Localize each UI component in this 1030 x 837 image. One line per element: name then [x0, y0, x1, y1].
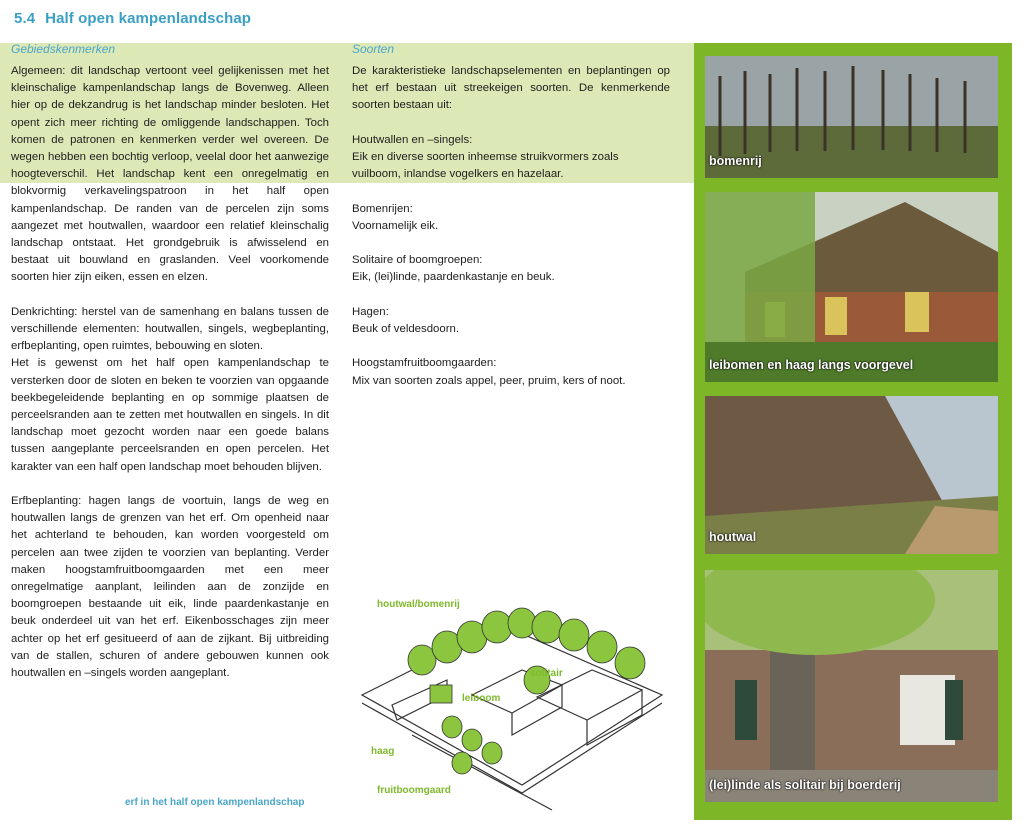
photo-linde-image [705, 570, 998, 802]
solitaire-text: Eik, (lei)linde, paardenkastanje en beuk. [352, 271, 555, 284]
farmyard-sketch [352, 585, 682, 815]
caption-bomenrij: bomenrij [709, 154, 762, 168]
caption-linde: (lei)linde als solitair bij boerderij [709, 778, 901, 792]
paragraph-erfbeplanting: Erfbeplanting: hagen langs de voortuin, langs de weg en houtwallen langs de grenzen van het erf. Om openheid naar het achterland te behouden, kan worden voorgesteld om percelen aan twee zijden te voorzien van beplanting. Verder maken hoogstamfruitboomgaarden met een meer onregelmatige aanplant, leilinden aan de zonzijde en boomgroepen bestaande uit eik, linde paardenkastanje en beuk onderdeel uit van het erf. Eikenbosschages zijn meer achter op het erf gesitueerd of aan de zijkant. Bij uitbreiding van de stallen, schuren of andere gebouwen kunnen ook houtwallen en –singels worden aangeplant. [11, 495, 329, 680]
houtwallen-title: Houtwallen en –singels: [352, 133, 473, 146]
paragraph-algemeen: Algemeen: dit landschap vertoont veel gelijkenissen met het kleinschalige kampenlandschap langs de Bovenweg. Alleen hier op de dekzandrug is het landschap minder besloten. Het opent zich meer richting de omliggende landschappen. Toch komen de patronen en kenmerken verder wel overeen. De wegen hebben een bochtig verloop, veelal door het aanwezige hoogteverschil. Het landschap kent een onregelmatig en blokvormig verkavelingspatroon in het half open kampenlandschap. De randen van de percelen zijn soms aangezet met houtwallen, waardoor een relatief kleinschalig landschap ontstaat. Het grondgebruik is afwisselend en bestaat uit bouwland en graslanden. Veel voorkomende soorten hier zijn eiken, essen en elzen. [11, 65, 329, 284]
page-title [14, 10, 251, 27]
houtwallen-text: Eik en diverse soorten inheemse struikvormers zoals vuilboom, inlandse vogelkers en hazelaar. [352, 151, 619, 181]
middle-subheading: Soorten [352, 42, 395, 56]
paragraph-denkrichting: Denkrichting: herstel van de samenhang en balans tussen de verschillende elementen: houtwallen, singels, wegbeplanting, erfbeplanting, open ruimtes, bebouwing en sloten. [11, 305, 329, 353]
caption-leibomen: leibomen en haag langs voorgevel [709, 358, 914, 372]
section-number: 5.4 [14, 10, 36, 27]
paragraph-versterken: Het is gewenst om het half open kampenlandschap te versterken door de sloten en beken te voorzien van opgaande beekbegeleidende beplanting en op sommige plaatsen de perceelsranden aan te zetten met houtwallen en singels. In dit landschap moet gezocht worden naar een goede balans tussen aangeplante perceelsranden en open percelen. Het karakter van een half open landschap moet behouden blijven. [11, 357, 329, 473]
label-solitair: solitair [530, 668, 563, 679]
soorten-intro: De karakteristieke landschapselementen en beplantingen op het erf bestaan uit streekeigen soorten. De kenmerkende soorten bestaan uit: [352, 65, 670, 112]
left-subheading: Gebiedskenmerken [11, 42, 116, 56]
label-fruitboomgaard: fruitboomgaard [377, 785, 451, 796]
label-leiboom: leiboom [462, 693, 501, 704]
sketch-drawing [352, 585, 682, 815]
photo-linde [705, 570, 998, 802]
hagen-title: Hagen: [352, 305, 389, 318]
label-haag: haag [371, 746, 395, 757]
caption-houtwal: houtwal [709, 530, 757, 544]
bomenrijen-text: Voornamelijk eik. [352, 219, 439, 232]
middle-column [352, 63, 670, 407]
fruit-text: Mix van soorten zoals appel, peer, pruim, kers of noot. [352, 374, 626, 387]
left-column [11, 63, 329, 699]
photo-houtwal [705, 396, 998, 554]
photo-leibomen-image [705, 192, 998, 382]
fruit-title: Hoogstamfruitboomgaarden: [352, 357, 497, 370]
hagen-text: Beuk of veldesdoorn. [352, 322, 460, 335]
photo-leibomen [705, 192, 998, 382]
bomenrijen-title: Bomenrijen: [352, 202, 413, 215]
label-houtwal: houtwal/bomenrij [377, 599, 460, 610]
sketch-caption: erf in het half open kampenlandschap [125, 797, 305, 808]
photo-bomenrij [705, 56, 998, 178]
section-title: Half open kampenlandschap [45, 10, 252, 27]
solitaire-title: Solitaire of boomgroepen: [352, 254, 483, 267]
